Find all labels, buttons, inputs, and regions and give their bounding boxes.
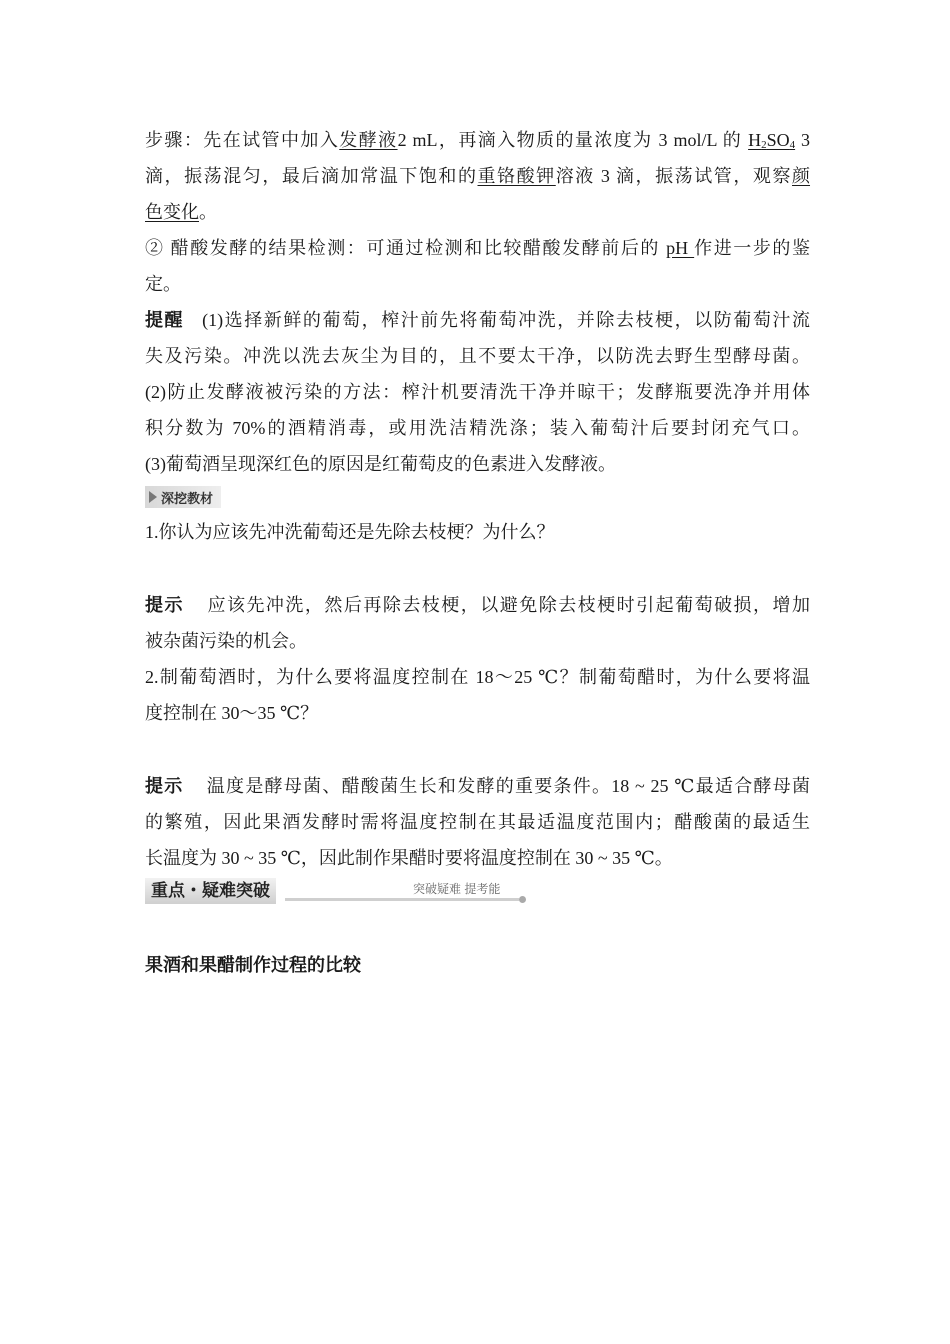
reminder-line-3: (2)防止发酵液被污染的方法：榨汁机要清洗干净并晾干；发酵瓶要洗净并用体 — [145, 382, 810, 402]
section-rule — [285, 898, 519, 901]
subheading: 果酒和果醋制作过程的比较 — [145, 955, 361, 975]
hint-label: 提示 — [145, 776, 184, 796]
section-dot — [519, 896, 526, 903]
acetic-line-2: 定。 — [145, 274, 181, 294]
text: 作进一步的鉴 — [694, 238, 811, 258]
steps-line-3 — [145, 194, 810, 230]
text: (1)选择新鲜的葡萄，榨汁前先将葡萄冲洗，并除去枝梗，以防葡萄汁流 — [202, 310, 810, 330]
text: 溶液 3 滴，振荡试管，观察 — [555, 166, 793, 186]
formula-h2so4 — [748, 130, 795, 150]
hint-2-line-1 — [145, 768, 810, 804]
underlined-term: pH — [666, 238, 695, 258]
reminder-line-4: 积分数为 70%的酒精消毒，或用洗洁精洗涤；装入葡萄汁后要封闭充气口。 — [145, 418, 810, 438]
text: 步骤：先在试管中加入 — [145, 130, 340, 150]
underlined-term: 颜 — [792, 166, 811, 186]
text: 温度是酵母菌、醋酸菌生长和发酵的重要条件。18 ~ 25 ℃最适合酵母菌 — [205, 776, 811, 796]
hint-label: 提示 — [145, 595, 184, 615]
underlined-term: 色变化 — [145, 202, 199, 222]
section-header — [145, 878, 525, 906]
section-tag — [145, 486, 221, 508]
text: 3 — [795, 130, 811, 150]
text: 。 — [199, 202, 217, 222]
steps-line-2 — [145, 158, 810, 194]
question-2-line-1: 2.制葡萄酒时，为什么要将温度控制在 18～25 ℃？制葡萄醋时，为什么要将温 — [145, 667, 810, 687]
hint-1-line-1 — [145, 587, 810, 623]
question-2-line-2: 度控制在 30～35 ℃？ — [145, 703, 319, 723]
hint-2-line-2: 的繁殖，因此果酒发酵时需将温度控制在其最适温度范围内；醋酸菌的最适生 — [145, 812, 810, 832]
reminder-line-5: (3)葡萄酒呈现深红色的原因是红葡萄皮的色素进入发酵液。 — [145, 454, 616, 474]
acetic-line-1 — [145, 230, 810, 266]
steps-line-1 — [145, 122, 810, 158]
reminder-line-2: 失及污染。冲洗以洗去灰尘为目的，且不要太干净，以防洗去野生型酵母菌。 — [145, 346, 810, 366]
text: H — [748, 130, 762, 150]
text: 滴，振荡混匀，最后滴加常温下饱和的 — [145, 166, 478, 186]
reminder-label: 提醒 — [145, 310, 185, 330]
text: ② 醋酸发酵的结果检测：可通过检测和比较醋酸发酵前后的 — [145, 238, 667, 258]
text: SO — [766, 130, 790, 150]
hint-2-line-3: 长温度为 30 ~ 35 ℃，因此制作果醋时要将温度控制在 30 ~ 35 ℃。 — [145, 848, 673, 868]
underlined-term: 重铬酸钾 — [477, 166, 556, 186]
section-title: 重点・疑难突破 — [145, 878, 276, 904]
question-1: 1.你认为应该先冲洗葡萄还是先除去枝梗？为什么？ — [145, 522, 555, 542]
reminder-line-1 — [145, 302, 810, 338]
section-subtitle: 突破疑难 提考能 — [413, 882, 501, 896]
subscript: 4 — [789, 139, 796, 151]
triangle-icon — [149, 491, 157, 503]
text: 2 mL，再滴入物质的量浓度为 3 mol/L 的 — [397, 130, 749, 150]
document-body — [145, 122, 810, 980]
text: 应该先冲洗，然后再除去枝梗，以避免除去枝梗时引起葡萄破损，增加 — [205, 595, 811, 615]
subscript: 2 — [761, 139, 767, 151]
underlined-term: 发酵液 — [339, 130, 398, 150]
tag-label: 深挖教材 — [161, 490, 214, 506]
hint-1-line-2: 被杂菌污染的机会。 — [145, 631, 307, 651]
